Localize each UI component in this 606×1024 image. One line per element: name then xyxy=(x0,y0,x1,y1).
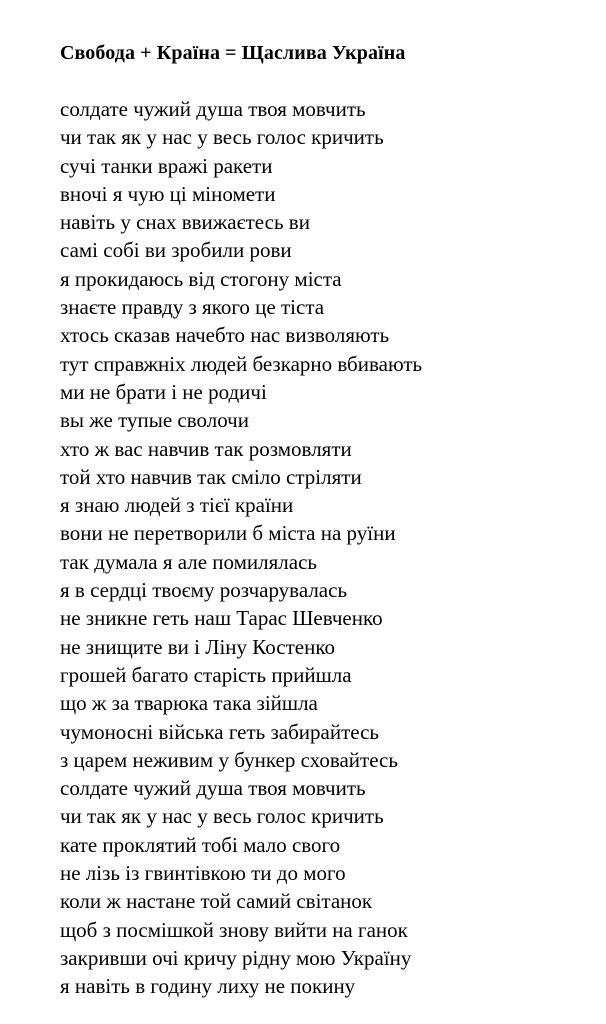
poem-line: вы же тупые сволочи xyxy=(60,408,249,433)
poem-line: хтось сказав начебто нас визволяють xyxy=(60,323,390,348)
poem-line: я в сердці твоєму розчарувалась xyxy=(60,578,348,603)
poem-title: Свобода + Країна = Щаслива Україна xyxy=(60,42,406,64)
poem-line: чумоносні війська геть забирайтесь xyxy=(60,719,379,744)
poem-line: тут справжніх людей безкарно вбивають xyxy=(60,351,423,376)
poem-line: я знаю людей з тієї країни xyxy=(60,493,294,518)
poem-line: чи так як у нас у весь голос кричить xyxy=(60,125,384,150)
poem-line: не знищите ви і Ліну Костенко xyxy=(60,634,335,659)
poem-line: з царем неживим у бункер сховайтесь xyxy=(60,747,398,772)
poem-line: кате проклятий тобі мало свого xyxy=(60,832,341,857)
poem-line: щоб з посмішкой знову вийти на ганок xyxy=(60,917,408,942)
poem-line: що ж за тварюка така зійшла xyxy=(60,691,318,716)
poem-line: той хто навчив так сміло стріляти xyxy=(60,464,362,489)
poem-line: самі собі ви зробили рови xyxy=(60,238,292,263)
poem-line: сучі танки вражі ракети xyxy=(60,153,273,178)
poem-line: ми не брати і не родичі xyxy=(60,379,267,404)
poem-line: коли ж настане той самий світанок xyxy=(60,889,373,914)
poem-line: вони не перетворили б міста на руїни xyxy=(60,521,396,546)
poem-line: не зникне геть наш Тарас Шевченко xyxy=(60,606,383,631)
poem-line: знаєте правду з якого це тіста xyxy=(60,295,325,320)
poem-line: солдате чужий душа твоя мовчить xyxy=(60,776,366,801)
poem-line: я прокидаюсь від стогону міста xyxy=(60,266,342,291)
poem-line: я навіть в годину лиху не покину xyxy=(60,974,356,999)
poem-body xyxy=(60,95,422,1001)
poem-line: так думала я але помилялась xyxy=(60,549,317,574)
poem-line: солдате чужий душа твоя мовчить xyxy=(60,97,366,121)
poem-line: чи так як у нас у весь голос кричить xyxy=(60,804,384,829)
poem-line: грошей багато старість прийшла xyxy=(60,662,352,687)
poem-line: хто ж вас навчив так розмовляти xyxy=(60,436,352,461)
poem-line: вночі я чую ці міномети xyxy=(60,181,276,206)
poem-line: закривши очі кричу рідну мою Україну xyxy=(60,945,412,970)
poem-line: не лізь із гвинтівкою ти до мого xyxy=(60,861,346,886)
poem-line: навіть у снах ввижаєтесь ви xyxy=(60,210,310,235)
